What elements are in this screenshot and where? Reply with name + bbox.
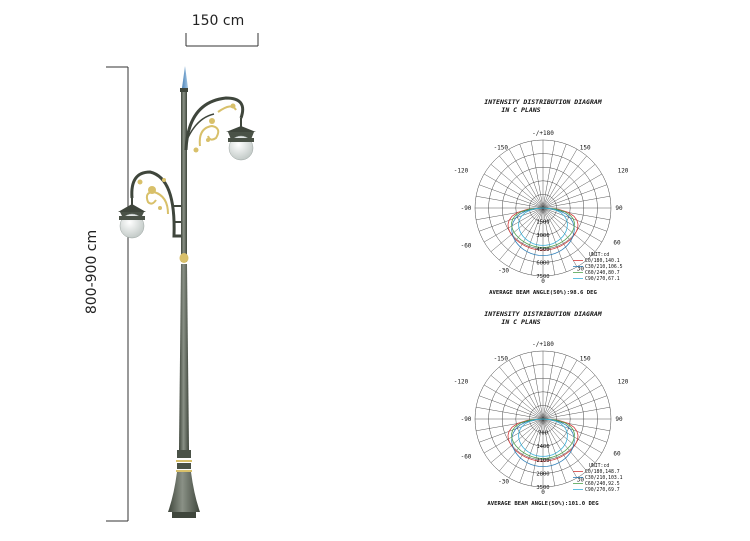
radial-label: 4500	[536, 246, 550, 253]
legend-entry: C90/270,67.1	[585, 277, 620, 282]
beam-angle: AVERAGE BEAM ANGLE(50%):98.6 DEG	[489, 290, 597, 296]
radial-label: 2800	[536, 471, 550, 478]
angle-label: -150	[493, 144, 509, 152]
diagram-subtitle: IN C PLANS	[501, 106, 541, 114]
angle-label: 0	[541, 489, 545, 496]
diagram-subtitle: IN C PLANS	[501, 318, 541, 326]
intensity-diagrams	[454, 98, 629, 507]
radial-label: 700	[538, 430, 548, 437]
radial-label: 1500	[536, 219, 550, 226]
angle-label: 60	[613, 239, 621, 247]
legend-entry: C30/210,103.1	[585, 476, 623, 481]
radial-label: 3000	[536, 233, 550, 240]
width-dimension	[186, 13, 258, 46]
angle-label: -30	[498, 478, 510, 486]
radial-label: 2100	[536, 457, 550, 464]
angle-label: -60	[460, 453, 472, 461]
left-arm	[118, 172, 181, 238]
pole-base	[168, 472, 200, 512]
legend-unit: UNIT:cd	[589, 464, 610, 469]
angle-label: -/+180	[532, 341, 554, 348]
angle-label: -120	[453, 378, 469, 386]
lamp-pole	[168, 66, 200, 518]
angle-label: -30	[498, 267, 510, 275]
angle-label: 90	[615, 205, 623, 212]
angle-label: -/+180	[532, 130, 554, 137]
legend-entry: C90/270,69.7	[585, 488, 620, 493]
angle-label: -120	[453, 167, 469, 175]
width-label: 150 cm	[191, 13, 245, 29]
legend-entry: C60/240,80.7	[585, 271, 620, 276]
height-label: 800-900 cm	[84, 229, 100, 315]
beam-angle: AVERAGE BEAM ANGLE(50%):101.0 DEG	[487, 501, 599, 507]
diagram-title: INTENSITY DISTRIBUTION DIAGRAM	[484, 310, 602, 318]
angle-label: -150	[493, 355, 509, 363]
angle-label: 60	[613, 450, 621, 458]
legend-entry: C0/180,140.1	[585, 259, 620, 264]
angle-label: 150	[579, 355, 591, 363]
radial-label: 3500	[536, 485, 550, 491]
radial-label: 7500	[536, 274, 550, 280]
legend-entry: C0/180,148.7	[585, 470, 620, 475]
legend-entry: C60/240,92.5	[585, 482, 620, 487]
intensity-diagram-1	[454, 98, 629, 296]
gold-collar	[180, 253, 189, 263]
angle-label: 30	[576, 476, 585, 484]
legend-unit: UNIT:cd	[589, 253, 610, 258]
legend-entry: C30/210,106.5	[585, 265, 623, 270]
angle-label: -90	[460, 416, 472, 423]
diagram-title: INTENSITY DISTRIBUTION DIAGRAM	[484, 98, 602, 106]
angle-label: -60	[460, 242, 472, 250]
height-dimension	[84, 67, 128, 521]
angle-label: 150	[579, 144, 591, 152]
intensity-diagram-2	[454, 310, 629, 507]
radial-label: 6000	[536, 260, 550, 267]
angle-label: 90	[615, 416, 623, 423]
upper-right-arm	[186, 98, 256, 160]
radial-label: 1400	[536, 444, 550, 451]
angle-label: -90	[460, 205, 472, 212]
angle-label: 120	[617, 378, 629, 386]
angle-label: 0	[541, 278, 545, 285]
angle-label: 120	[617, 167, 629, 175]
angle-label: 30	[576, 265, 585, 273]
pole-finial	[182, 66, 188, 88]
